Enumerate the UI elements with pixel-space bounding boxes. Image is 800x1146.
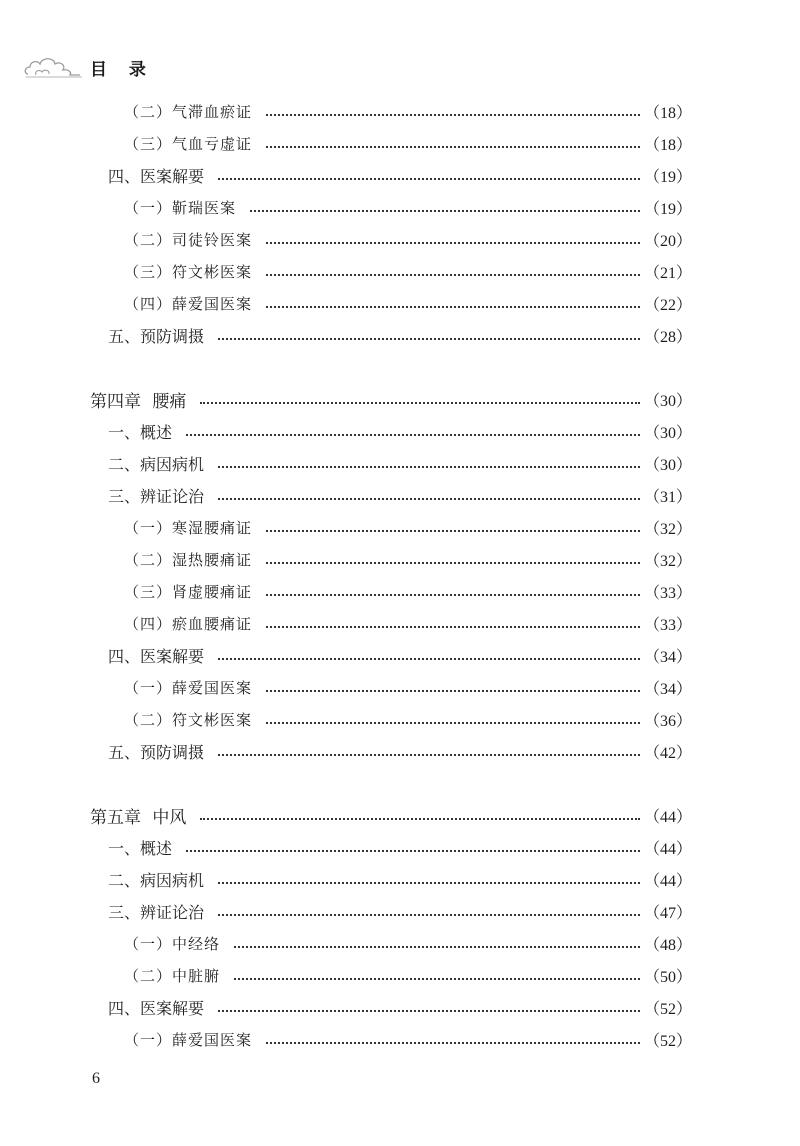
toc-entry[interactable] — [0, 479, 800, 511]
toc-entry[interactable] — [0, 127, 800, 159]
toc-entry[interactable] — [0, 703, 800, 735]
page-header — [22, 48, 222, 88]
toc-entry-page: （33） — [643, 584, 692, 602]
toc-entry-page: （22） — [643, 296, 692, 314]
toc-entry-label: 三、辨证论治 — [108, 902, 205, 922]
toc-entry-page: （18） — [643, 136, 692, 154]
toc-entry-label: （一）中经络 — [124, 934, 221, 953]
dot-leader — [186, 850, 640, 852]
toc-entry-label: （一）薛爱国医案 — [124, 1030, 253, 1049]
toc-entry[interactable] — [0, 447, 800, 479]
toc-entry[interactable] — [0, 607, 800, 639]
toc-entry-label: 四、医案解要 — [108, 646, 205, 666]
toc-entry-page: （44） — [643, 808, 692, 826]
toc-entry[interactable] — [0, 639, 800, 671]
toc-entry-page: （44） — [643, 872, 692, 890]
toc-entry[interactable] — [0, 831, 800, 863]
toc-entry-page: （34） — [643, 680, 692, 698]
dot-leader — [218, 338, 640, 340]
toc-entry-label: （二）符文彬医案 — [124, 710, 253, 729]
toc-entry-page: （52） — [643, 1032, 692, 1050]
toc-entry[interactable] — [0, 383, 800, 415]
toc-entry-page: （36） — [643, 712, 692, 730]
dot-leader — [266, 146, 640, 148]
dot-leader — [186, 434, 640, 436]
toc-entry[interactable] — [0, 415, 800, 447]
toc-entry[interactable] — [0, 159, 800, 191]
toc-entry-page: （42） — [643, 744, 692, 762]
toc-entry-label: （二）司徒铃医案 — [124, 230, 253, 249]
dot-leader — [266, 274, 640, 276]
toc-entry-label: （三）符文彬医案 — [124, 262, 253, 281]
toc-entry-page: （19） — [643, 168, 692, 186]
toc-entry-page: （30） — [643, 456, 692, 474]
toc-entry-label: （三）气血亏虚证 — [124, 134, 253, 153]
dot-leader — [266, 562, 640, 564]
toc-entry[interactable] — [0, 511, 800, 543]
toc-entry-page: （28） — [643, 328, 692, 346]
toc-entry-page: （48） — [643, 936, 692, 954]
toc-entry-page: （50） — [643, 968, 692, 986]
toc-entry-label: （三）肾虚腰痛证 — [124, 582, 253, 601]
toc-entry[interactable] — [0, 543, 800, 575]
toc-entry-page: （47） — [643, 904, 692, 922]
toc-entry-label: 一、概述 — [108, 422, 173, 442]
toc-entry-label: （一）薛爱国医案 — [124, 678, 253, 697]
toc-entry-page: （30） — [643, 424, 692, 442]
dot-leader — [250, 210, 640, 212]
toc-entry-page: （32） — [643, 520, 692, 538]
dot-leader — [266, 690, 640, 692]
toc-entry-label: 四、医案解要 — [108, 166, 205, 186]
toc-entry-page: （19） — [643, 200, 692, 218]
toc-entry[interactable] — [0, 319, 800, 351]
toc-entry[interactable] — [0, 991, 800, 1023]
dot-leader — [218, 498, 640, 500]
toc-entry[interactable] — [0, 863, 800, 895]
dot-leader — [218, 658, 640, 660]
toc-entry-page: （18） — [643, 104, 692, 122]
toc-entry[interactable] — [0, 575, 800, 607]
dot-leader — [266, 1042, 640, 1044]
toc-entry-label: 五、预防调摄 — [108, 326, 205, 346]
toc-entry-label: （二）湿热腰痛证 — [124, 550, 253, 569]
dot-leader — [200, 402, 640, 404]
dot-leader — [266, 306, 640, 308]
toc-entry[interactable] — [0, 735, 800, 767]
toc-entry-page: （31） — [643, 488, 692, 506]
header-title: 目 录 — [90, 60, 154, 80]
toc-entry-page: （52） — [643, 1000, 692, 1018]
dot-leader — [234, 978, 640, 980]
toc-entry[interactable] — [0, 95, 800, 127]
toc-entry-page: （33） — [643, 616, 692, 634]
dot-leader — [218, 882, 640, 884]
toc-entry-label: 二、病因病机 — [108, 454, 205, 474]
toc-entry-label: 三、辨证论治 — [108, 486, 205, 506]
toc-entry-label: （二）气滞血瘀证 — [124, 102, 253, 121]
toc-entry-label: （四）瘀血腰痛证 — [124, 614, 253, 633]
dot-leader — [218, 914, 640, 916]
dot-leader — [218, 178, 640, 180]
dot-leader — [200, 818, 640, 820]
dot-leader — [266, 242, 640, 244]
dot-leader — [218, 1010, 640, 1012]
page-number: 6 — [92, 1070, 100, 1087]
dot-leader — [266, 114, 640, 116]
cloud-ornament-icon — [22, 52, 84, 82]
toc-entry[interactable] — [0, 895, 800, 927]
toc-entry-label: （四）薛爱国医案 — [124, 294, 253, 313]
dot-leader — [218, 754, 640, 756]
toc-entry-label: 四、医案解要 — [108, 998, 205, 1018]
toc-entry-page: （21） — [643, 264, 692, 282]
dot-leader — [234, 946, 640, 948]
toc-entry[interactable] — [0, 255, 800, 287]
toc-entry[interactable] — [0, 287, 800, 319]
toc-entry[interactable] — [0, 799, 800, 831]
toc-entry[interactable] — [0, 1023, 800, 1055]
toc-entry-label: （一）寒湿腰痛证 — [124, 518, 253, 537]
toc-entry-page: （32） — [643, 552, 692, 570]
dot-leader — [266, 530, 640, 532]
toc-entry-label: 第五章 中风 — [90, 807, 187, 828]
toc-entry-label: （二）中脏腑 — [124, 966, 221, 985]
toc-entry-label: 二、病因病机 — [108, 870, 205, 890]
toc-entry[interactable] — [0, 223, 800, 255]
toc-entry-page: （30） — [643, 392, 692, 410]
dot-leader — [218, 466, 640, 468]
toc-entry[interactable] — [0, 959, 800, 991]
toc-entry-label: 一、概述 — [108, 838, 173, 858]
toc-entry[interactable] — [0, 927, 800, 959]
toc-entry-label: （一）靳瑞医案 — [124, 198, 237, 217]
toc-entry-page: （34） — [643, 648, 692, 666]
dot-leader — [266, 722, 640, 724]
dot-leader — [266, 626, 640, 628]
toc-entry-label: 第四章 腰痛 — [90, 391, 187, 412]
toc-entry-page: （44） — [643, 840, 692, 858]
toc-entry-label: 五、预防调摄 — [108, 742, 205, 762]
toc-entry[interactable] — [0, 191, 800, 223]
dot-leader — [266, 594, 640, 596]
toc-entry-page: （20） — [643, 232, 692, 250]
toc-entry[interactable] — [0, 671, 800, 703]
